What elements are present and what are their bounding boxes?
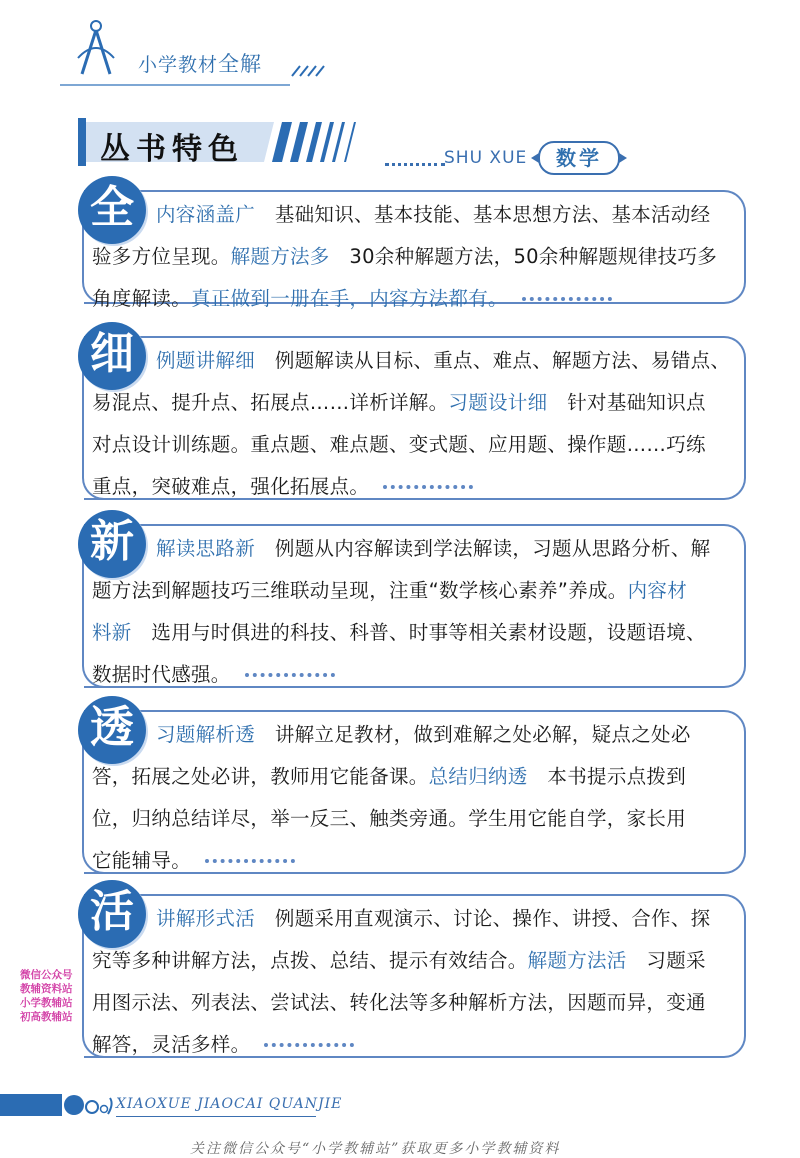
text-line — [92, 714, 752, 756]
keyword-text: 真正做到一册在手，内容方法都有。 — [191, 287, 508, 310]
feature-text — [92, 714, 752, 882]
series-title — [138, 48, 262, 78]
text-line — [92, 570, 752, 612]
text-line — [92, 340, 752, 382]
feature-text — [92, 340, 752, 508]
body-text: 重点，突破难点，强化拓展点。 — [92, 475, 370, 498]
footer-bar — [0, 1094, 62, 1116]
footer-pinyin: XIAOXUE JIAOCAI QUANJIE — [116, 1096, 343, 1112]
body-text: 易混点、提升点、拓展点……详析详解。 — [92, 391, 449, 414]
body-text: 对点设计训练题。重点题、难点题、变式题、应用题、操作题……巧练 — [92, 433, 706, 456]
feature-badge: 全 — [78, 176, 146, 244]
text-line — [92, 940, 752, 982]
body-text: 本书提示点拨到 — [527, 765, 687, 788]
section-title: 丛书特色 — [100, 132, 244, 167]
keyword-text: 解题方法多 — [230, 245, 330, 268]
dotted-line-decoration — [245, 670, 335, 677]
series-title-suffix: 全解 — [218, 52, 263, 76]
stamp-line: 小学教辅站 — [20, 997, 73, 1009]
dotted-line-decoration — [205, 856, 295, 863]
subject-label: 数学 — [538, 141, 620, 175]
text-line — [92, 194, 752, 236]
banner-dotted-line — [385, 160, 445, 166]
body-text: 针对基础知识点 — [547, 391, 706, 414]
feature-text — [92, 194, 752, 320]
body-text: 解答，灵活多样。 — [92, 1033, 251, 1056]
stamp-line: 微信公众号 — [20, 969, 73, 981]
body-text: 例题采用直观演示、讨论、操作、讲授、合作、探 — [255, 907, 711, 930]
bottom-note: 关注微信公众号“小学教辅站”获取更多小学教辅资料 — [190, 1141, 561, 1157]
body-text: 30余种解题方法，50余种解题规律技巧多 — [329, 245, 718, 268]
keyword-text: 例题讲解细 — [156, 349, 256, 372]
keyword-text: 讲解形式活 — [156, 907, 256, 930]
footer-circles-decoration — [62, 1092, 116, 1118]
stamp-line: 初高教辅站 — [20, 1011, 73, 1023]
keyword-text: 内容材 — [627, 579, 688, 602]
text-line — [92, 898, 752, 940]
keyword-text: 解题方法活 — [527, 949, 627, 972]
stamp-line: 教辅资料站 — [20, 983, 73, 995]
body-text: 验多方位呈现。 — [92, 245, 231, 268]
text-line — [92, 236, 752, 278]
subject-pinyin: SHU XUE — [444, 148, 528, 168]
text-line — [92, 982, 752, 1024]
text-line — [92, 528, 752, 570]
body-text: 基础知识、基本技能、基本思想方法、基本活动经 — [255, 203, 711, 226]
dotted-line-decoration — [383, 482, 473, 489]
series-title-prefix: 小学教材 — [138, 54, 219, 76]
header-hatch-decoration — [290, 64, 330, 78]
footer-underline — [116, 1116, 316, 1117]
text-line — [92, 798, 752, 840]
text-line — [92, 756, 752, 798]
keyword-text: 解读思路新 — [156, 537, 256, 560]
side-stamp — [20, 968, 86, 1024]
keyword-text: 总结归纳透 — [428, 765, 528, 788]
text-line — [92, 466, 752, 508]
body-text: 它能辅导。 — [92, 849, 192, 872]
feature-text — [92, 898, 752, 1066]
feature-text — [92, 528, 752, 696]
body-text: 究等多种讲解方法，点拨、总结、提示有效结合。 — [92, 949, 528, 972]
keyword-text: 内容涵盖广 — [156, 203, 256, 226]
text-line — [92, 840, 752, 882]
body-text: 例题解读从目标、重点、难点、解题方法、易错点、 — [255, 349, 731, 372]
text-line — [92, 278, 752, 320]
keyword-text: 习题设计细 — [448, 391, 548, 414]
feature-badge: 透 — [78, 696, 146, 764]
text-line — [92, 612, 752, 654]
body-text: 选用与时俱进的科技、科普、时事等相关素材设题，设题语境、 — [131, 621, 706, 644]
feature-badge: 活 — [78, 880, 146, 948]
text-line — [92, 1024, 752, 1066]
body-text: 答，拓展之处必讲，教师用它能备课。 — [92, 765, 429, 788]
feature-badge: 新 — [78, 510, 146, 578]
text-line — [92, 424, 752, 466]
text-line — [92, 654, 752, 696]
feature-badge: 细 — [78, 322, 146, 390]
body-text: 题方法到解题技巧三维联动呈现，注重“数学核心素养”养成。 — [92, 579, 628, 602]
body-text: 数据时代感强。 — [92, 663, 231, 686]
body-text: 角度解读。 — [92, 287, 192, 310]
body-text: 例题从内容解读到学法解读，习题从思路分析、解 — [255, 537, 711, 560]
body-text: 讲解立足教材，做到难解之处必解，疑点之处必 — [255, 723, 691, 746]
dotted-line-decoration — [522, 294, 612, 301]
keyword-text: 料新 — [92, 621, 132, 644]
body-text: 用图示法、列表法、尝试法、转化法等多种解析方法，因题而异，变通 — [92, 991, 706, 1014]
body-text: 位，归纳总结详尽，举一反三、触类旁通。学生用它能自学，家长用 — [92, 807, 687, 830]
dotted-line-decoration — [264, 1040, 354, 1047]
text-line — [92, 382, 752, 424]
body-text: 习题采 — [626, 949, 706, 972]
keyword-text: 习题解析透 — [156, 723, 256, 746]
